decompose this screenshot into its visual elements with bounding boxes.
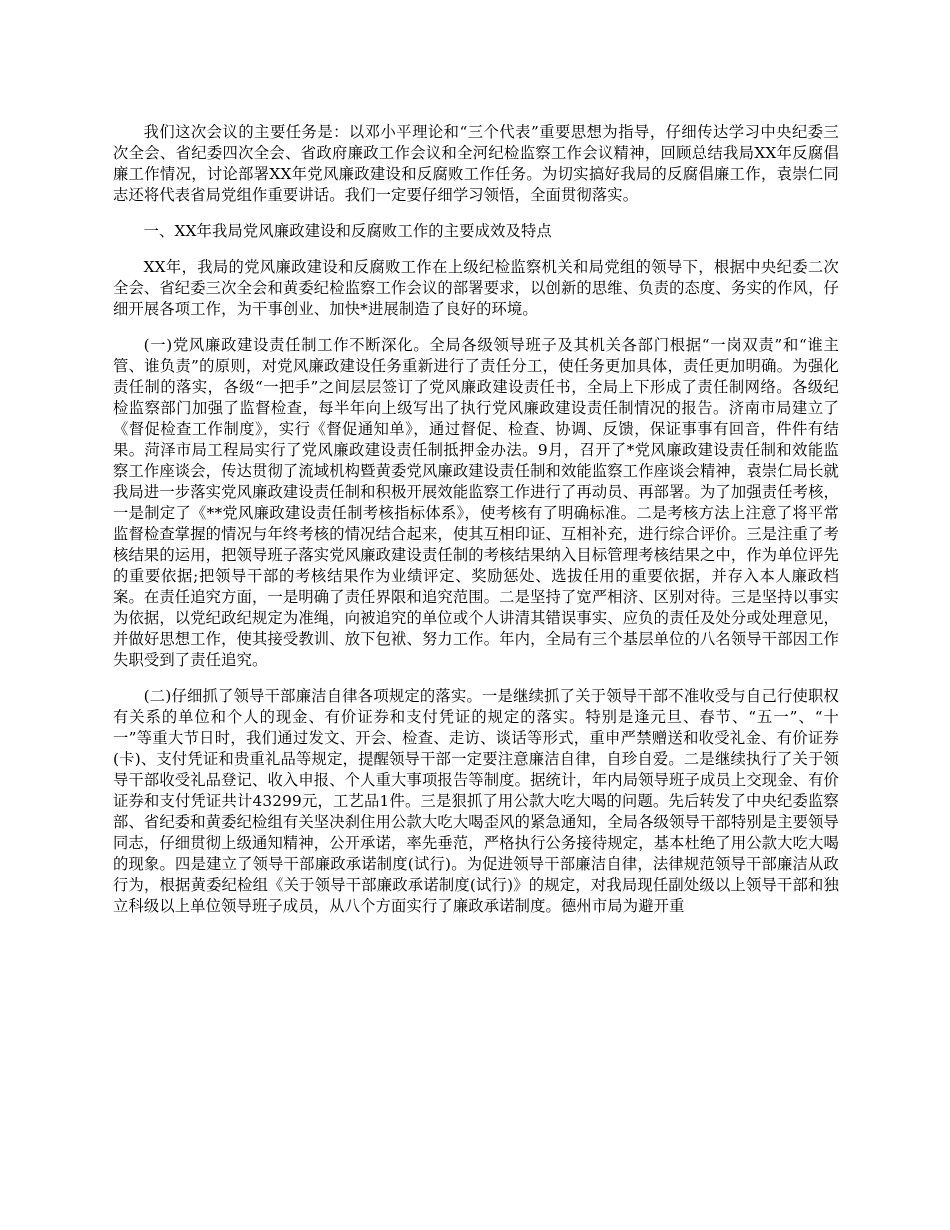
self-discipline-paragraph: (二)仔细抓了领导干部廉洁自律各项规定的落实。一是继续抓了关于领导干部不准收受与自己行使职权有关系的单位和个人的现金、有价证券和支付凭证的规定的落实。特别是逢元旦、春节、“五一”、“十一”等重大节日时，我们通过发文、开会、检查、走访、谈话等形式，重申严禁赠送和收受礼金、有价证券(卡)、支付凭证和贵重礼品等规定，提醒领导干部一定要注意廉洁自律，自珍自爱。二是继续执行了关于领导干部收受礼品登记、收入申报、个人重大事项报告等制度。据统计，年内局领导班子成员上交现金、有价证券和支付凭证共计43299元，工艺品1件。三是狠抓了用公款大吃大喝的问题。先后转发了中央纪委监察部、省纪委和黄委纪检组有关坚决刹住用公款大吃大喝歪风的紧急通知，全局各级领导干部特别是主要领导同志，仔细贯彻上级通知精神，公开承诺，率先垂范，严格执行公务接待规定，基本杜绝了用公款大吃大喝的现象。四是建立了领导干部廉政承诺制度(试行)。为促进领导干部廉洁自律，法律规范领导干部廉洁从政行为，根据黄委纪检组《关于领导干部廉政承诺制度(试行)》的规定，对我局现任副处级以上领导干部和独立科级以上单位领导班子成员，从八个方面实行了廉政承诺制度。德州市局为避开重 [113,687,840,915]
intro-paragraph: 我们这次会议的主要任务是：以邓小平理论和“三个代表”重要思想为指导，仔细传达学习中央纪委三次全会、省纪委四次全会、省政府廉政工作会议和全河纪检监察工作会议精神，回顾总结我局XX年反腐倡廉工作情况，讨论部署XX年党风廉政建设和反腐败工作任务。为切实搞好我局的反腐倡廉工作，袁崇仁同志还将代表省局党组作重要讲话。我们一定要仔细学习领悟，全面贯彻落实。 [113,123,839,204]
section-heading: 一、XX年我局党风廉政建设和反腐败工作的主要成效及特点 [143,222,552,240]
summary-paragraph: XX年，我局的党风廉政建设和反腐败工作在上级纪检监察机关和局党组的领导下，根据中央纪委二次全会、省纪委三次全会和黄委纪检监察工作会议的部署要求，以创新的思维、负责的态度、务实的作风，仔细开展各项工作，为干事创业、加快*进展制造了良好的环境。 [113,258,840,318]
document-page [113,122,839,932]
responsibility-paragraph: (一)党风廉政建设责任制工作不断深化。全局各级领导班子及其机关各部门根据“一岗双责”和“谁主管、谁负责”的原则，对党风廉政建设任务重新进行了责任分工，使任务更加具体，责任更加明确。为强化责任制的落实，各级“一把手”之间层层签订了党风廉政建设责任书，全局上下形成了责任制网络。各级纪检监察部门加强了监督检查，每半年向上级写出了执行党风廉政建设责任制情况的报告。济南市局建立了《督促检查工作制度》，实行《督促通知单》，通过督促、检查、协调、反馈，保证事事有回音，件件有结果。菏泽市局工程局实行了党风廉政建设责任制抵押金办法。9月，召开了*党风廉政建设责任制和效能监察工作座谈会，传达贯彻了流域机构暨黄委党风廉政建设责任制和效能监察工作座谈会精神，袁崇仁局长就我局进一步落实党风廉政建设责任制和积极开展效能监察工作进行了再动员、再部署。为了加强责任考核，一是制定了《**党风廉政建设责任制考核指标体系》，使考核有了明确标准。二是考核方法上注意了将平常监督检查掌握的情况与年终考核的情况结合起来，使其互相印证、互相补充，进行综合评价。三是注重了考核结果的运用，把领导班子落实党风廉政建设责任制的考核结果纳入目标管理考核结果之中，作为单位评先的重要依据;把领导干部的考核结果作为业绩评定、奖励惩处、选拔任用的重要依据，并存入本人廉政档案。在责任追究方面，一是明确了责任界限和追究范围。二是坚持了宽严相济、区别对待。三是坚持以事实为依据，以党纪政纪规定为准绳，向被追究的单位或个人讲清其错误事实、应负的责任及处分或处理意见，并做好思想工作，使其接受教训、放下包袱、努力工作。年内，全局有三个基层单位的八名领导干部因工作失职受到了责任追究。 [113,336,840,669]
